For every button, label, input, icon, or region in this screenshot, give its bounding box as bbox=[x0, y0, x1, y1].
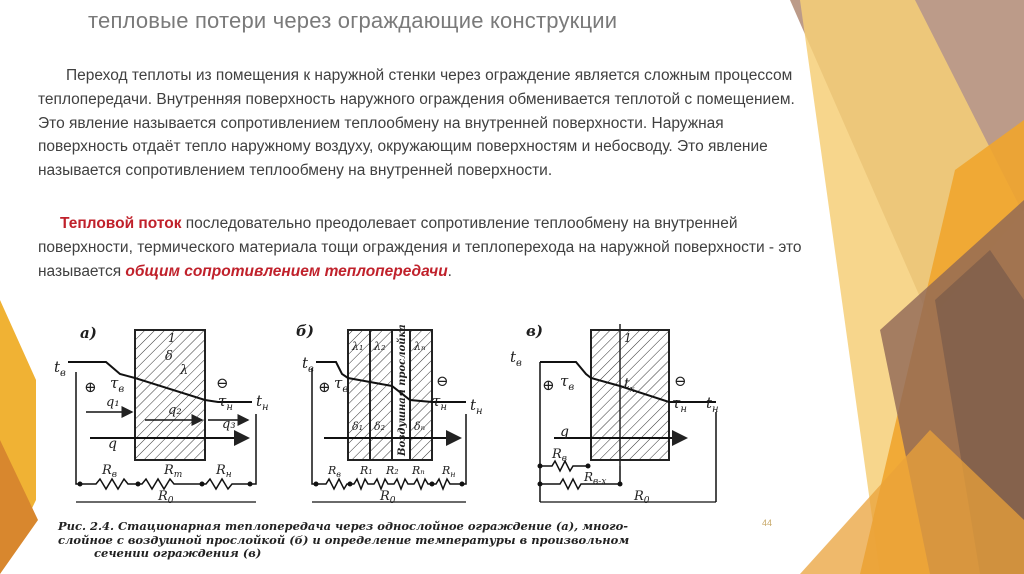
panel-a-delta: δ bbox=[165, 349, 173, 364]
panel-c-q: q bbox=[560, 424, 569, 440]
panel-b-resistor-chain bbox=[316, 479, 462, 489]
panel-b-plus: ⊕ bbox=[318, 378, 331, 396]
panel-b-delta1: δ₁ bbox=[352, 420, 364, 433]
panel-b-node-3 bbox=[430, 482, 435, 487]
panel-c-node-1 bbox=[538, 464, 543, 469]
panel-a-one: 1 bbox=[168, 331, 176, 345]
panel-b-circuit-right bbox=[462, 414, 466, 484]
panel-a-circuit-left bbox=[76, 372, 80, 484]
panel-a-node-1 bbox=[78, 482, 83, 487]
panel-c-plus: ⊕ bbox=[542, 376, 555, 394]
panel-b-r-out: $R_н$ bbox=[442, 464, 456, 479]
paragraph-heat-transfer: Переход теплоты из помещения к наружной стенки через ограждение является сложным процессом теплопередачи. Внутренняя поверхность наружного ограждения обменивается теплотой с помещением. Это явление называется сопротивлением теплообмену на внутренней поверхности. Наружная поверхность отдаёт тепло наружному воздуху, окружающим поверхностям и небосводу. Это явление называется сопротивлением теплообмену на внутренней поверхности. bbox=[38, 67, 795, 180]
panel-b-lambda1: λ₁ bbox=[352, 340, 364, 353]
panel-c-t-out: $t_н$ bbox=[706, 394, 719, 415]
term-heat-flow: Тепловой поток bbox=[60, 215, 182, 232]
panel-b-rn: Rₙ bbox=[412, 464, 425, 477]
panel-a-tau-in: $\tau_в$ bbox=[110, 374, 125, 395]
panel-c-node-2 bbox=[538, 482, 543, 487]
panel-c-arbitrary-section bbox=[510, 322, 719, 506]
caption-line-2: слойное с воздушной прослойкой (б) и определение температуры в произвольном bbox=[58, 532, 630, 547]
panel-b-t-in: $t_в$ bbox=[302, 354, 314, 375]
panel-a-r-out: $R_н$ bbox=[216, 463, 232, 480]
paragraph-heat-flow-tail: . bbox=[447, 262, 452, 280]
panel-c-t-x: $t_x$ bbox=[624, 376, 635, 395]
slide-title: тепловые потери через ограждающие конструкции bbox=[88, 8, 618, 33]
caption-line-1: Рис. 2.4. Стационарная теплопередача через однослойное ограждение (а), много- bbox=[58, 519, 629, 533]
panel-a-node-2 bbox=[136, 482, 141, 487]
panel-b-node-1 bbox=[314, 482, 319, 487]
panel-c-tau-in: $\tau_в$ bbox=[560, 372, 575, 393]
panel-b-node-2 bbox=[348, 482, 353, 487]
panel-b-tau-in: $\tau_в$ bbox=[334, 374, 349, 395]
panel-a-r-in: $R_в$ bbox=[102, 463, 118, 480]
panel-b-air-layer-label: Воздушная прослойка bbox=[397, 324, 408, 456]
paragraph-heat-flow-body: последовательно преодолевает сопротивление теплообмену на внутренней поверхности, термического материала тощи ограждения и теплоперехода на наружной поверхности - это называется bbox=[38, 215, 802, 280]
caption-line-3: сечении ограждения (в) bbox=[94, 546, 262, 560]
panel-c-one: 1 bbox=[624, 331, 632, 345]
panel-b-t-out: $t_н$ bbox=[470, 396, 483, 417]
panel-b-deltan: δₙ bbox=[414, 420, 426, 433]
panel-c-wall bbox=[591, 330, 669, 460]
panel-b-lambdan: λₙ bbox=[414, 340, 426, 353]
panel-b-circuit-left bbox=[312, 368, 316, 484]
panel-c-node-3 bbox=[586, 464, 591, 469]
panel-a-node-4 bbox=[248, 482, 253, 487]
panel-b-label: б) bbox=[296, 322, 314, 340]
page-number: 44 bbox=[762, 518, 773, 528]
panel-b-r2: R₂ bbox=[386, 464, 399, 477]
panel-c-resistor-rbx bbox=[540, 466, 620, 489]
panel-c-r-in: $R_в$ bbox=[552, 447, 568, 464]
panel-b-node-4 bbox=[460, 482, 465, 487]
panel-b-delta2: δ₂ bbox=[374, 420, 386, 433]
panel-c-r-bx: $R_{в-x}$ bbox=[584, 470, 607, 487]
panel-b-tau-out: $\tau_н$ bbox=[432, 392, 447, 413]
panel-a-plus: ⊕ bbox=[84, 378, 97, 396]
panel-c-tau-out: $\tau_н$ bbox=[672, 394, 687, 415]
panel-a-label: а) bbox=[80, 324, 97, 342]
panel-a-resistor-chain bbox=[80, 479, 250, 489]
panel-a-q3: q₃ bbox=[222, 417, 236, 432]
panel-a-minus: ⊖ bbox=[216, 374, 229, 392]
panel-c-minus: ⊖ bbox=[674, 372, 687, 390]
panel-a-lambda: λ bbox=[180, 363, 189, 378]
panel-a-r0: $R_0$ bbox=[158, 489, 174, 506]
panel-b-r1: R₁ bbox=[360, 464, 373, 477]
panel-c-node-4 bbox=[618, 482, 623, 487]
panel-a-single-layer bbox=[54, 324, 269, 506]
panel-a-t-in: $t_в$ bbox=[54, 358, 66, 379]
panel-a-node-3 bbox=[200, 482, 205, 487]
panel-a-t-out: $t_н$ bbox=[256, 392, 269, 413]
panel-c-label: в) bbox=[526, 322, 543, 340]
panel-a-tau-out: $\tau_н$ bbox=[218, 392, 233, 413]
panel-b-minus: ⊖ bbox=[436, 372, 449, 390]
panel-a-circuit-right bbox=[250, 414, 256, 484]
panel-b-r-in: $R_в$ bbox=[328, 464, 341, 479]
panel-a-q: q bbox=[108, 436, 117, 452]
term-total-resistance: общим сопротивлением теплопередачи bbox=[125, 262, 448, 280]
panel-b-lambda2: λ₂ bbox=[374, 340, 386, 353]
panel-a-r-t: $R_т$ bbox=[164, 463, 183, 480]
paragraph-heat-flow bbox=[38, 212, 813, 283]
panel-a-q1: q₁ bbox=[106, 395, 120, 410]
figure-caption bbox=[58, 520, 758, 561]
panel-c-r0: $R_0$ bbox=[634, 489, 650, 506]
panel-c-t-in: $t_в$ bbox=[510, 348, 522, 369]
panel-a-q2: q₂ bbox=[168, 403, 182, 418]
panel-b-r0: $R_0$ bbox=[380, 489, 396, 506]
panel-b-multilayer bbox=[296, 322, 483, 506]
